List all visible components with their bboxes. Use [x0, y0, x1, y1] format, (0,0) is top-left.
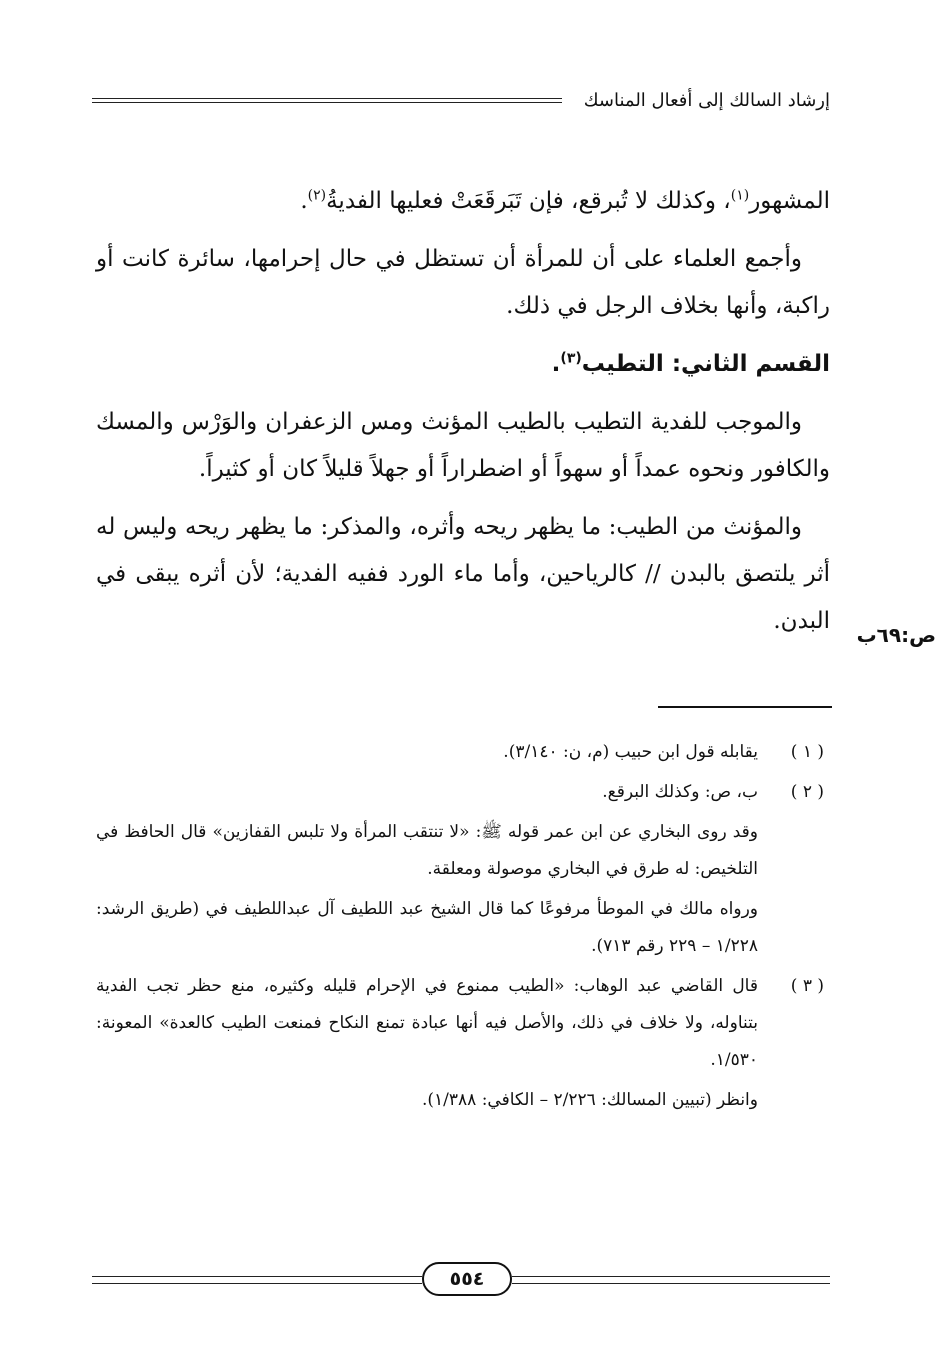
- section-heading: [96, 341, 830, 388]
- bottom-rule-right: [512, 1276, 830, 1284]
- paragraph-3: والموجب للفدية التطيب بالطيب المؤنث ومس الزعفران والوَرْس والمسك والكافور ونحوه عمداً أو سهواً أو اضطراراً أو جهلاً قليلاً كان أو كثيراً.: [96, 409, 830, 482]
- header-rule: [92, 98, 562, 103]
- footnote-3-continuation-1: وانظر (تبيين المسالك: ٢/٢٢٦ – الكافي: ١/٣٨٨).: [421, 1090, 758, 1110]
- footnote-2-continuation-1: وقد روى البخاري عن ابن عمر قوله ﷺ: «لا تنتقب المرأة ولا تلبس القفازين» قال الحافظ في التلخيص: له طرق في البخاري موصولة ومعلقة.: [96, 822, 758, 879]
- section-heading-text: القسم الثاني: التطيب: [581, 351, 830, 377]
- running-header: [92, 88, 830, 114]
- bottom-rule-left: [92, 1276, 422, 1284]
- section-heading-period: .: [551, 351, 561, 377]
- footnote-ref-3: (٣): [560, 350, 582, 367]
- header-title: إرشاد السالك إلى أفعال المناسك: [576, 88, 830, 114]
- paragraph-1-text-b: ، وكذلك لا تُبرقع، فإن تَبَرقَعَتْ فعليها الفديةُ: [326, 188, 731, 214]
- footnote-1: [96, 734, 830, 771]
- paragraph-1-text-c: .: [300, 188, 308, 214]
- footnote-number: ( ٢ ): [790, 782, 824, 802]
- footnote-3: [96, 968, 830, 1079]
- footnote-number: ( ١ ): [790, 742, 824, 762]
- paragraph-2: وأجمع العلماء على أن للمرأة أن تستظل في حال إحرامها، سائرة كانت أو راكبة، وأنها بخلاف الرجل في ذلك.: [96, 246, 830, 319]
- footnote-2: [96, 774, 830, 811]
- footnote-text: ب، ص: وكذلك البرقع.: [602, 782, 758, 802]
- footnote-text: قال القاضي عبد الوهاب: «الطيب ممنوع في الإحرام قليله وكثيره، منع حظر تجب الفدية بتناوله، ولا خلاف في ذلك، والأصل فيه أنها عبادة تمنع النكاح فمنعت الطيب كالعدة» المعونة: ١/٥٣٠.: [96, 976, 758, 1070]
- footnote-ref-1: (١): [730, 187, 750, 204]
- footnote-text: يقابله قول ابن حبيب (م، ن: ٣/١٤٠).: [503, 742, 758, 762]
- paragraph-1: [96, 178, 830, 225]
- paragraph-4: والمؤنث من الطيب: ما يظهر ريحه وأثره، والمذكر: ما يظهر ريحه وليس له أثر يلتصق بالبدن // كالرياحين، وأما ماء الورد ففيه الفدية؛ لأن أثره يبقى في البدن.: [96, 514, 830, 634]
- footnote-number: ( ٣ ): [790, 976, 824, 996]
- footnotes: [96, 734, 830, 1122]
- footnote-separator: [658, 706, 832, 708]
- footnote-2-continuation-2: ورواه مالك في الموطأ مرفوعًا كما قال الشيخ عبد اللطيف آل عبداللطيف في (طريق الرشد: ١/٢٢٨ – ٢٢٩ رقم ٧١٣).: [96, 899, 758, 956]
- manuscript-margin-note: ص:٦٩ب: [856, 623, 936, 647]
- page-number: ٥٥٤: [422, 1262, 512, 1296]
- main-text: [96, 178, 830, 656]
- footnote-ref-2: (٢): [307, 187, 327, 204]
- paragraph-1-text-a: المشهور: [749, 188, 830, 214]
